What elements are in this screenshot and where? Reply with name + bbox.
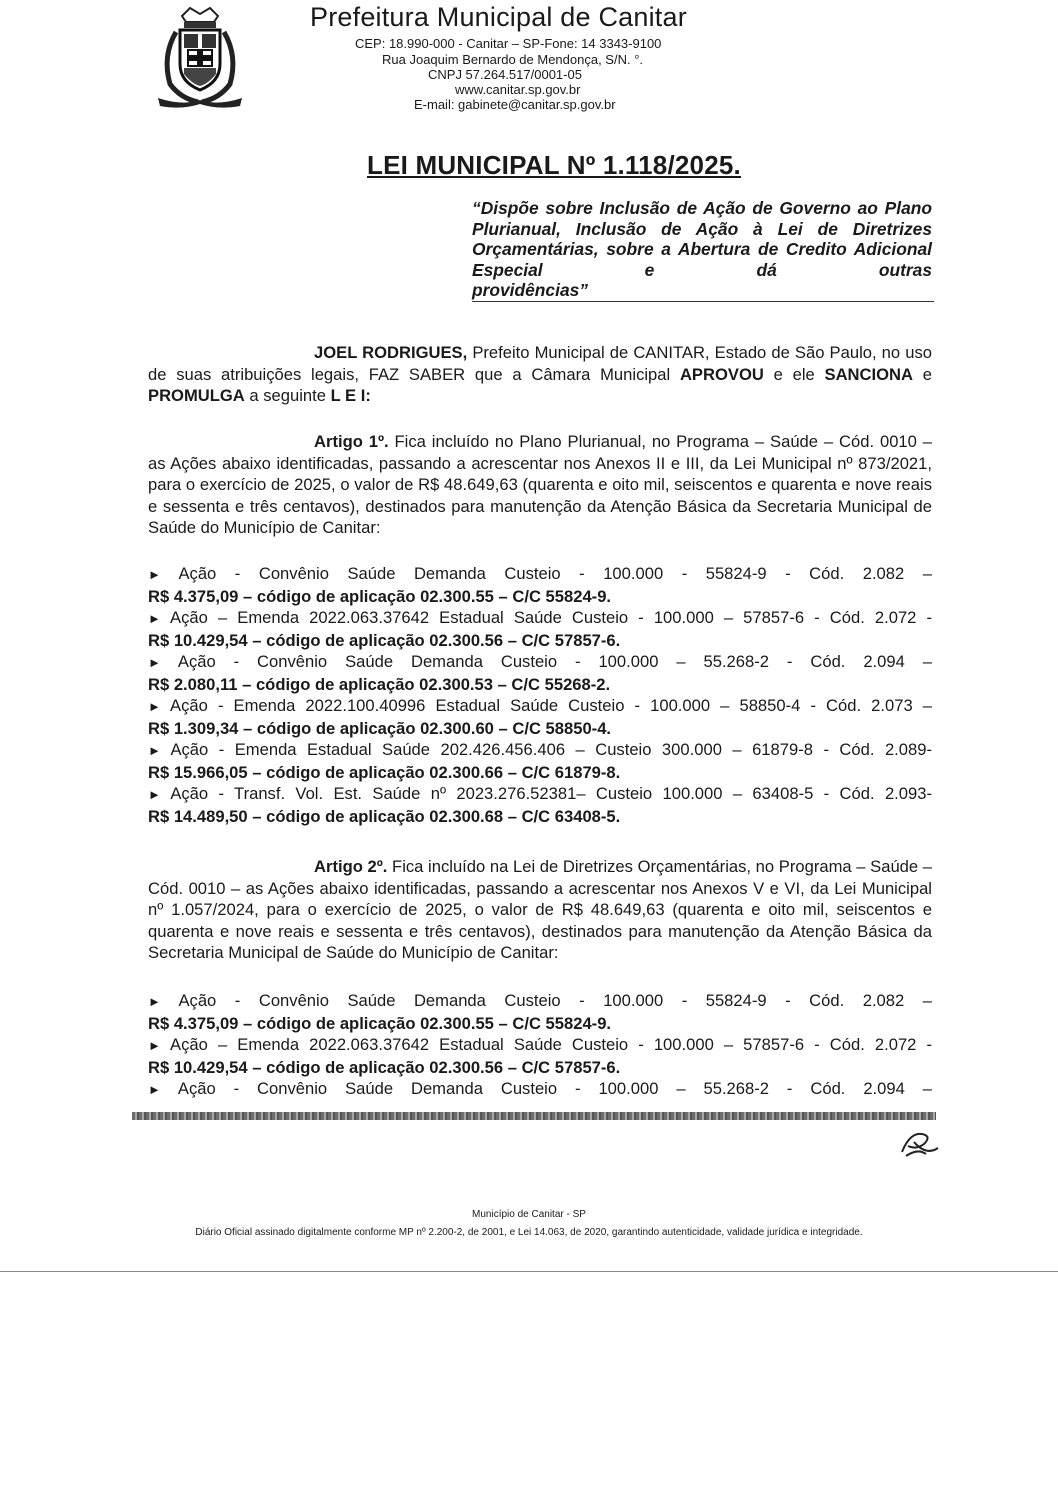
header-email: E-mail: gabinete@canitar.sp.gov.br: [414, 97, 616, 112]
artigo-1-items: [148, 563, 932, 827]
list-item: ► Ação - Convênio Saúde Demanda Custeio - 100.000 – 55.268-2 - Cód. 2.094 – R$ 2.080,11 – código de aplicação 02.300.53 – C/C 55268-2.: [148, 652, 932, 694]
header-title: Prefeitura Municipal de Canitar: [310, 2, 687, 32]
artigo-2-label: Artigo 2º.: [314, 857, 388, 876]
header-address-street: Rua Joaquim Bernardo de Mendonça, S/N. °.: [382, 52, 644, 67]
arrow-bullet-icon: ►: [148, 1082, 161, 1097]
arrow-bullet-icon: ►: [148, 611, 161, 626]
mayor-name: JOEL RODRIGUES,: [314, 343, 468, 362]
arrow-bullet-icon: ►: [148, 655, 161, 670]
list-item: ► Ação - Emenda Estadual Saúde 202.426.456.406 – Custeio 300.000 – 61879-8 - Cód. 2.089- R$ 15.966,05 – código de aplicação 02.300.66 – C/C 61879-8.: [148, 740, 932, 782]
law-title: LEI MUNICIPAL Nº 1.118/2025.: [367, 150, 741, 180]
list-item: ► Ação - Convênio Saúde Demanda Custeio - 100.000 – 55.268-2 - Cód. 2.094 –: [148, 1079, 932, 1098]
list-item: ► Ação – Emenda 2022.063.37642 Estadual Saúde Custeio - 100.000 – 57857-6 - Cód. 2.072 - R$ 10.429,54 – código de aplicação 02.300.56 – C/C 57857-6.: [148, 608, 932, 650]
law-ementa: “Dispõe sobre Inclusão de Ação de Governo ao Plano Plurianual, Inclusão de Ação à Lei de Diretrizes Orçamentárias, sobre a Abertura de Credito Adicional Especial e dá outras: [472, 198, 932, 280]
artigo-2-items: [148, 990, 932, 1101]
footer-municipality: Município de Canitar - SP: [472, 1209, 586, 1220]
scan-divider-band: [132, 1112, 936, 1120]
law-ementa-last-line: providências”: [472, 280, 588, 300]
ementa-divider: [472, 301, 934, 302]
page-bottom-rule: [0, 1271, 1058, 1272]
arrow-bullet-icon: ►: [148, 787, 161, 802]
header-website: www.canitar.sp.gov.br: [455, 82, 581, 97]
footer-digital-signature-note: Diário Oficial assinado digitalmente conforme MP nº 2.200-2, de 2001, e Lei 14.063, de 2020, garantindo autenticidade, validade jurídica e integridade.: [195, 1227, 863, 1238]
list-item: ► Ação - Transf. Vol. Est. Saúde nº 2023.276.52381– Custeio 100.000 – 63408-5 - Cód. 2.093- R$ 14.489,50 – código de aplicação 02.300.68 – C/C 63408-5.: [148, 784, 932, 826]
arrow-bullet-icon: ►: [148, 1038, 161, 1053]
artigo-1-paragraph: Artigo 1º. Fica incluído no Plano Plurianual, no Programa – Saúde – Cód. 0010 – as Ações abaixo identificadas, passando a acrescentar nos Anexos II e III, da Lei Municipal nº 873/2021, para o exercício de 2025, o valor de R$ 48.649,63 (quarenta e oito mil, seiscentos e quarenta e nove reais e sessenta e três centavos), destinados para manutenção da Atenção Básica da Secretaria Municipal de Saúde do Município de Canitar:: [148, 432, 932, 537]
arrow-bullet-icon: ►: [148, 994, 161, 1009]
list-item: ► Ação - Emenda 2022.100.40996 Estadual Saúde Custeio - 100.000 – 58850-4 - Cód. 2.073 – R$ 1.309,34 – código de aplicação 02.300.60 – C/C 58850-4.: [148, 696, 932, 738]
arrow-bullet-icon: ►: [148, 699, 161, 714]
intro-paragraph: JOEL RODRIGUES, Prefeito Municipal de CANITAR, Estado de São Paulo, no uso de suas atribuições legais, FAZ SABER que a Câmara Municipal APROVOU e ele SANCIONA e PROMULGA a seguinte L E I:: [148, 343, 932, 405]
list-item: ► Ação - Convênio Saúde Demanda Custeio - 100.000 - 55824-9 - Cód. 2.082 – R$ 4.375,09 – código de aplicação 02.300.55 – C/C 55824-9.: [148, 991, 932, 1033]
artigo-2-paragraph: Artigo 2º. Fica incluído na Lei de Diretrizes Orçamentárias, no Programa – Saúde – Cód. 0010 – as Ações abaixo identificadas, passando a acrescentar nos Anexos V e VI, da Lei Municipal nº 1.057/2024, para o exercício de 2025, o valor de R$ 48.649,63 (quarenta e oito mil, seiscentos e quarenta e nove reais e sessenta e três centavos), destinados para manutenção da Atenção Básica da Secretaria Municipal de Saúde do Município de Canitar:: [148, 857, 932, 962]
arrow-bullet-icon: ►: [148, 743, 161, 758]
arrow-bullet-icon: ►: [148, 567, 161, 582]
coat-of-arms-icon: [152, 6, 248, 110]
header-cnpj: CNPJ 57.264.517/0001-05: [428, 67, 582, 82]
artigo-1-label: Artigo 1º.: [314, 432, 389, 451]
header-address-cep: CEP: 18.990-000 - Canitar – SP-Fone: 14 3343-9100: [355, 36, 662, 51]
list-item: ► Ação - Convênio Saúde Demanda Custeio - 100.000 - 55824-9 - Cód. 2.082 – R$ 4.375,09 – código de aplicação 02.300.55 – C/C 55824-9.: [148, 564, 932, 606]
signature-icon: [896, 1126, 942, 1160]
list-item: ► Ação – Emenda 2022.063.37642 Estadual Saúde Custeio - 100.000 – 57857-6 - Cód. 2.072 - R$ 10.429,54 – código de aplicação 02.300.56 – C/C 57857-6.: [148, 1035, 932, 1077]
